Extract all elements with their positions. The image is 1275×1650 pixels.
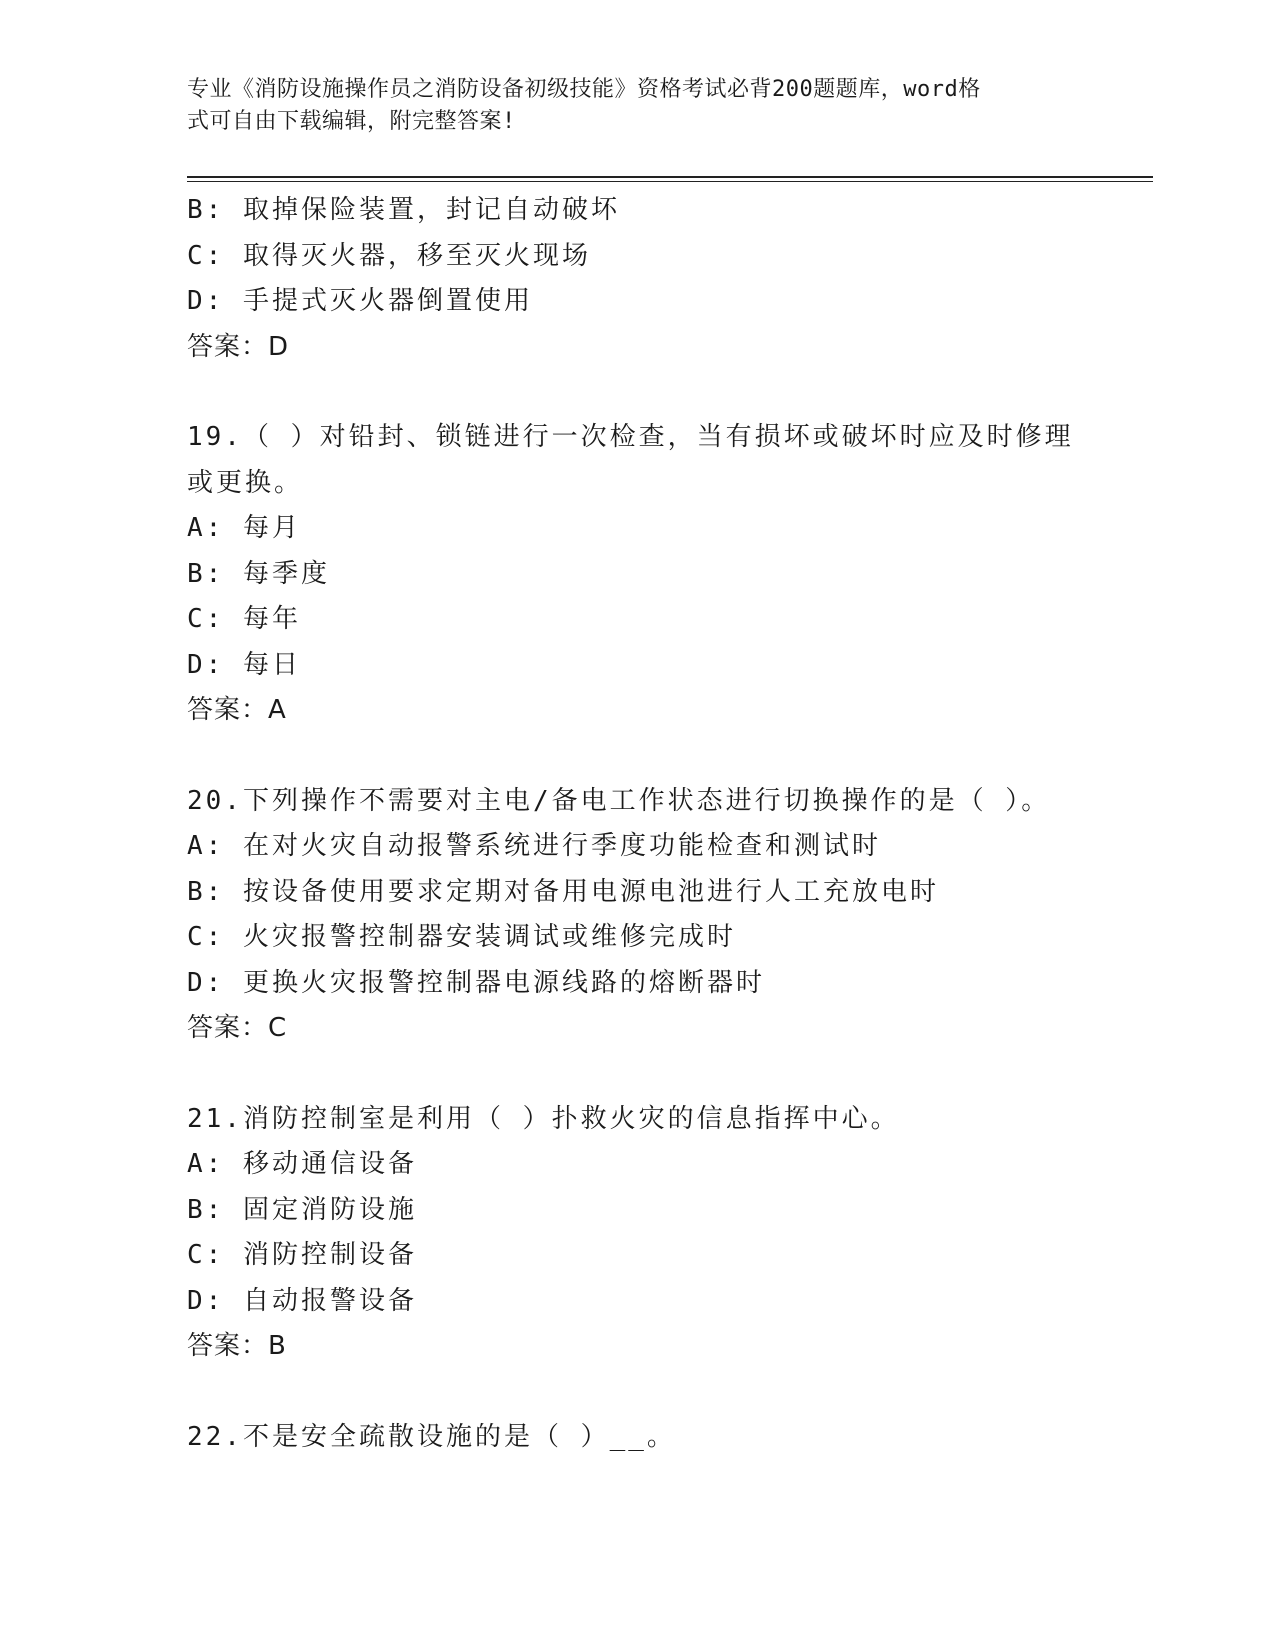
option-b: B: 按设备使用要求定期对备用电源电池进行人工充放电时 bbox=[187, 876, 939, 907]
option-a: A: 在对火灾自动报警系统进行季度功能检查和测试时 bbox=[187, 831, 881, 861]
option-c: C: 消防控制设备 bbox=[187, 1240, 417, 1270]
question-20 bbox=[187, 779, 1087, 1052]
answer: 答案：B bbox=[187, 1331, 287, 1361]
option-d: D: 每日 bbox=[187, 649, 301, 680]
option-c: C: 取得灭火器，移至灭火现场 bbox=[187, 240, 591, 271]
option-a: A: 每月 bbox=[187, 513, 301, 543]
option-c: C: 每年 bbox=[187, 604, 301, 634]
question-21 bbox=[187, 1097, 1087, 1370]
option-d: D: 自动报警设备 bbox=[187, 1285, 417, 1316]
question-18 bbox=[187, 188, 1087, 370]
option-a: A: 移动通信设备 bbox=[187, 1149, 417, 1179]
question-content bbox=[187, 188, 1087, 1460]
question-22 bbox=[187, 1415, 1087, 1461]
option-d: D: 更换火灾报警控制器电源线路的熔断器时 bbox=[187, 967, 765, 998]
question-text-cont: 或更换。 bbox=[187, 467, 304, 498]
page-header bbox=[187, 74, 1087, 138]
option-d: D: 手提式灭火器倒置使用 bbox=[187, 286, 533, 316]
answer: 答案：A bbox=[187, 695, 287, 725]
spacer bbox=[187, 734, 1087, 779]
question-text: 19.（ ）对铅封、锁链进行一次检查，当有损坏或破坏时应及时修理 bbox=[187, 422, 1074, 452]
question-text: 22.不是安全疏散设施的是（ ）__。 bbox=[187, 1421, 676, 1452]
option-b: B: 取掉保险装置，封记自动破坏 bbox=[187, 195, 620, 225]
header-rule-thick bbox=[187, 176, 1153, 178]
question-text: 20.下列操作不需要对主电/备电工作状态进行切换操作的是（ ）。 bbox=[187, 785, 1051, 816]
spacer bbox=[187, 370, 1087, 415]
answer: 答案：C bbox=[187, 1013, 288, 1043]
question-text: 21.消防控制室是利用（ ）扑救火灾的信息指挥中心。 bbox=[187, 1103, 900, 1134]
spacer bbox=[187, 1052, 1087, 1097]
option-b: B: 每季度 bbox=[187, 558, 330, 589]
option-c: C: 火灾报警控制器安装调试或维修完成时 bbox=[187, 922, 736, 952]
option-b: B: 固定消防设施 bbox=[187, 1194, 417, 1225]
header-rule-thin bbox=[187, 181, 1153, 182]
answer: 答案：D bbox=[187, 331, 290, 362]
header-line-2: 式可自由下载编辑，附完整答案! bbox=[187, 109, 516, 134]
header-line-1: 专业《消防设施操作员之消防设备初级技能》资格考试必背200题题库，word格 bbox=[187, 77, 981, 102]
question-19 bbox=[187, 415, 1087, 734]
spacer bbox=[187, 1370, 1087, 1415]
